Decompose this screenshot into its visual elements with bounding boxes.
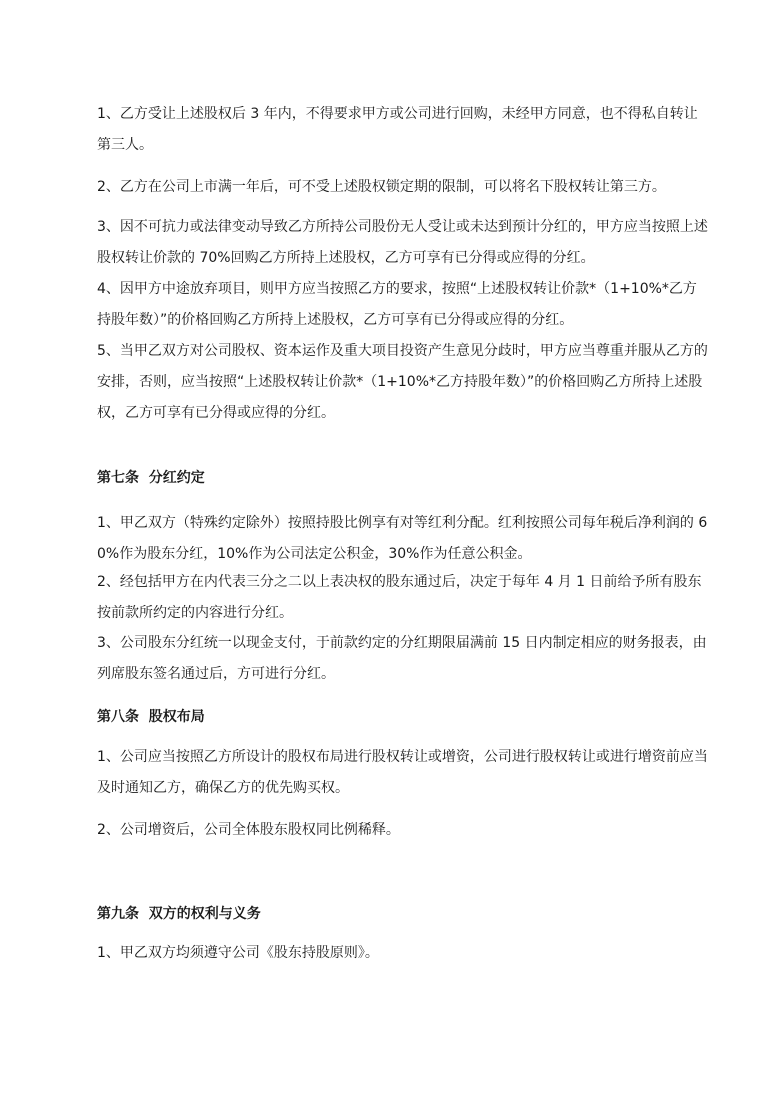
section8-item-2: 2、公司增资后，公司全体股东股权同比例稀释。 [97, 822, 400, 838]
section8-heading: 第八条 股权布局 [97, 709, 205, 725]
section6-item-1: 1、乙方受让上述股权后 3 年内，不得要求甲方或公司进行回购，未经甲方同意，也不得私自转让第三人。 [97, 106, 698, 153]
section6-item-3: 3、因不可抗力或法律变动导致乙方所持公司股份无人受让或未达到预计分红的，甲方应当按照上述股权转让价款的 70%回购乙方所持上述股权，乙方可享有已分得或应得的分红。 [97, 219, 708, 266]
section6-item-5: 5、当甲乙双方对公司股权、资本运作及重大项目投资产生意见分歧时，甲方应当尊重并服从乙方的安排，否则，应当按照“上述股权转让价款*（1+10%*乙方持股年数）”的价格回购乙方所持上述股权，乙方可享有已分得或应得的分红。 [97, 343, 708, 421]
section9-heading: 第九条 双方的权利与义务 [97, 906, 261, 922]
section6-item-4: 4、因甲方中途放弃项目，则甲方应当按照乙方的要求，按照“上述股权转让价款*（1+10%*乙方持股年数）”的价格回购乙方所持上述股权，乙方可享有已分得或应得的分红。 [97, 281, 697, 328]
section9-item-1: 1、甲乙双方均须遵守公司《股东持股原则》。 [97, 945, 379, 961]
section8-item-1: 1、公司应当按照乙方所设计的股权布局进行股权转让或增资，公司进行股权转让或进行增资前应当及时通知乙方，确保乙方的优先购买权。 [97, 749, 708, 796]
section7-heading: 第七条 分红约定 [97, 470, 205, 486]
section6-item-2: 2、乙方在公司上市满一年后，可不受上述股权锁定期的限制，可以将名下股权转让第三方。 [97, 179, 666, 195]
section7-item-2: 2、经包括甲方在内代表三分之二以上表决权的股东通过后，决定于每年 4 月 1 日前给予所有股东按前款所约定的内容进行分红。 [97, 574, 702, 621]
section7-item-1: 1、甲乙双方（特殊约定除外）按照持股比例享有对等红利分配。红利按照公司每年税后净利润的 60%作为股东分红，10%作为公司法定公积金，30%作为任意公积金。 [97, 515, 708, 562]
section7-item-3: 3、公司股东分红统一以现金支付，于前款约定的分红期限届满前 15 日内制定相应的财务报表，由列席股东签名通过后，方可进行分红。 [97, 635, 707, 682]
